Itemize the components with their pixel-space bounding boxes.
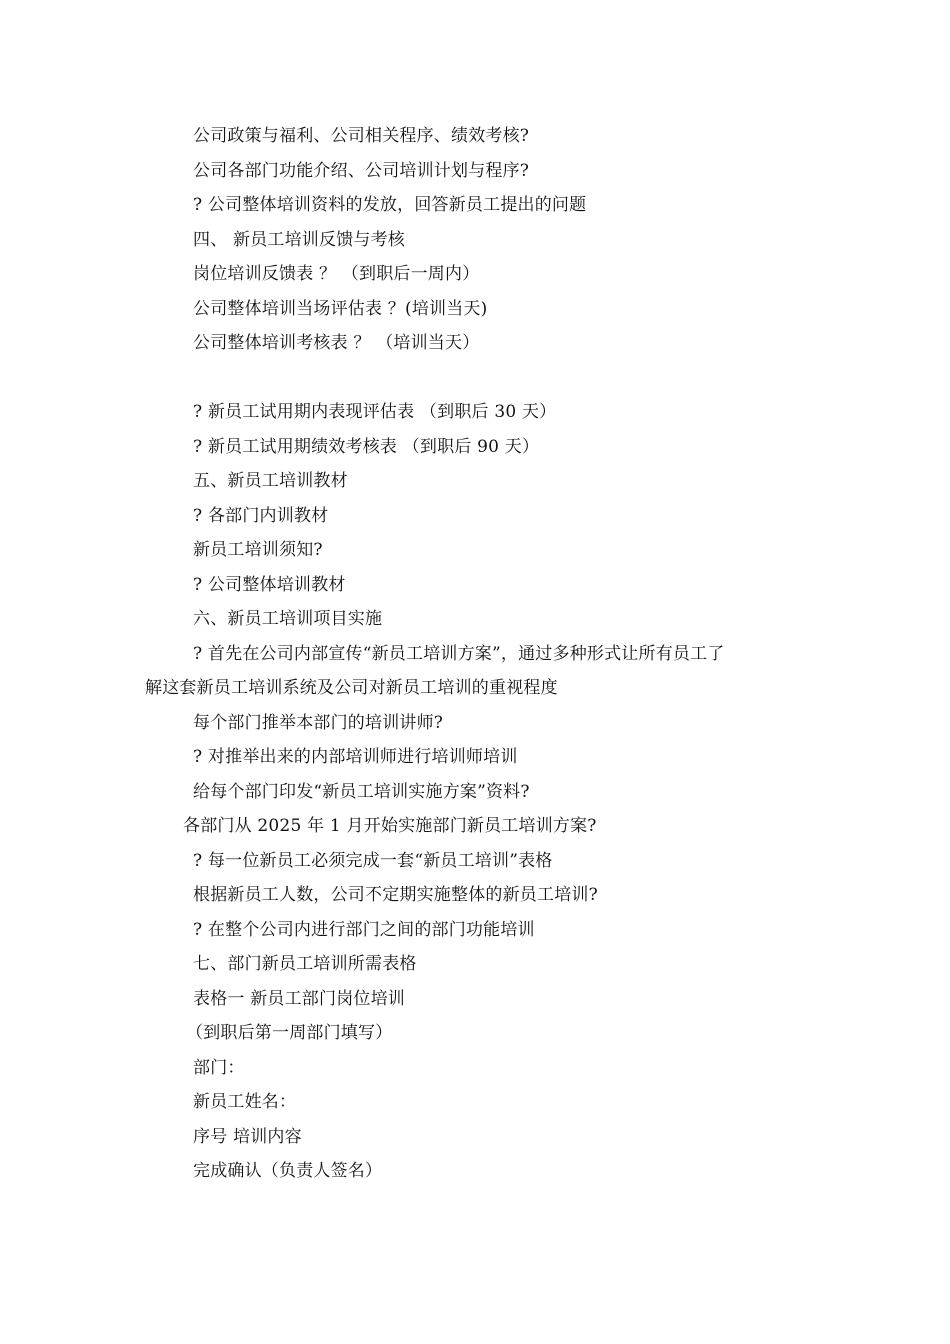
text-line: 解这套新员工培训系统及公司对新员工培训的重视程度: [145, 678, 558, 698]
text-line: 岗位培训反馈表 ？ （到职后一周内）: [193, 264, 480, 284]
text-line: 公司各部门功能介绍、公司培训计划与程序?: [193, 161, 530, 181]
section-heading: 六、新员工培训项目实施: [193, 609, 383, 629]
text-line: 表格一 新员工部门岗位培训: [193, 989, 406, 1009]
text-line: ? 首先在公司内部宣传“新员工培训方案”，通过多种形式让所有员工了: [193, 644, 725, 664]
text-line: ? 新员工试用期内表现评估表 （到职后 30 天）: [193, 402, 557, 422]
text-line: 公司整体培训当场评估表 ？(培训当天): [193, 299, 488, 319]
text-line: ? 每一位新员工必须完成一套“新员工培训”表格: [193, 851, 553, 871]
text-line: ? 在整个公司内进行部门之间的部门功能培训: [193, 920, 535, 940]
text-line: 给每个部门印发“新员工培训实施方案”资料?: [193, 782, 530, 802]
text-line: ? 对推举出来的内部培训师进行培训师培训: [193, 747, 518, 767]
form-field-label: 部门：: [193, 1058, 245, 1078]
table-header: 序号 培训内容: [193, 1127, 302, 1147]
text-line: 公司政策与福利、公司相关程序、绩效考核?: [193, 126, 530, 146]
table-header: 完成确认（负责人签名）: [193, 1161, 383, 1181]
text-line: ? 新员工试用期绩效考核表 （到职后 90 天）: [193, 437, 540, 457]
section-heading: 七、部门新员工培训所需表格: [193, 954, 417, 974]
text-line: ? 公司整体培训资料的发放，回答新员工提出的问题: [193, 195, 587, 215]
text-line: 新员工培训须知?: [193, 540, 323, 560]
text-line: （到职后第一周部门填写）: [186, 1023, 393, 1043]
text-line: 每个部门推举本部门的培训讲师?: [193, 713, 444, 733]
text-line: 各部门从 2025 年 1 月开始实施部门新员工培训方案?: [183, 816, 597, 836]
text-line: ? 各部门内训教材: [193, 506, 329, 526]
text-line: 根据新员工人数，公司不定期实施整体的新员工培训?: [193, 885, 598, 905]
section-heading: 五、新员工培训教材: [193, 471, 348, 491]
text-line: ? 公司整体培训教材: [193, 575, 346, 595]
form-field-label: 新员工姓名：: [193, 1092, 297, 1112]
text-line: 公司整体培训考核表 ？ （培训当天）: [193, 333, 480, 353]
section-heading: 四、 新员工培训反馈与考核: [193, 230, 406, 250]
